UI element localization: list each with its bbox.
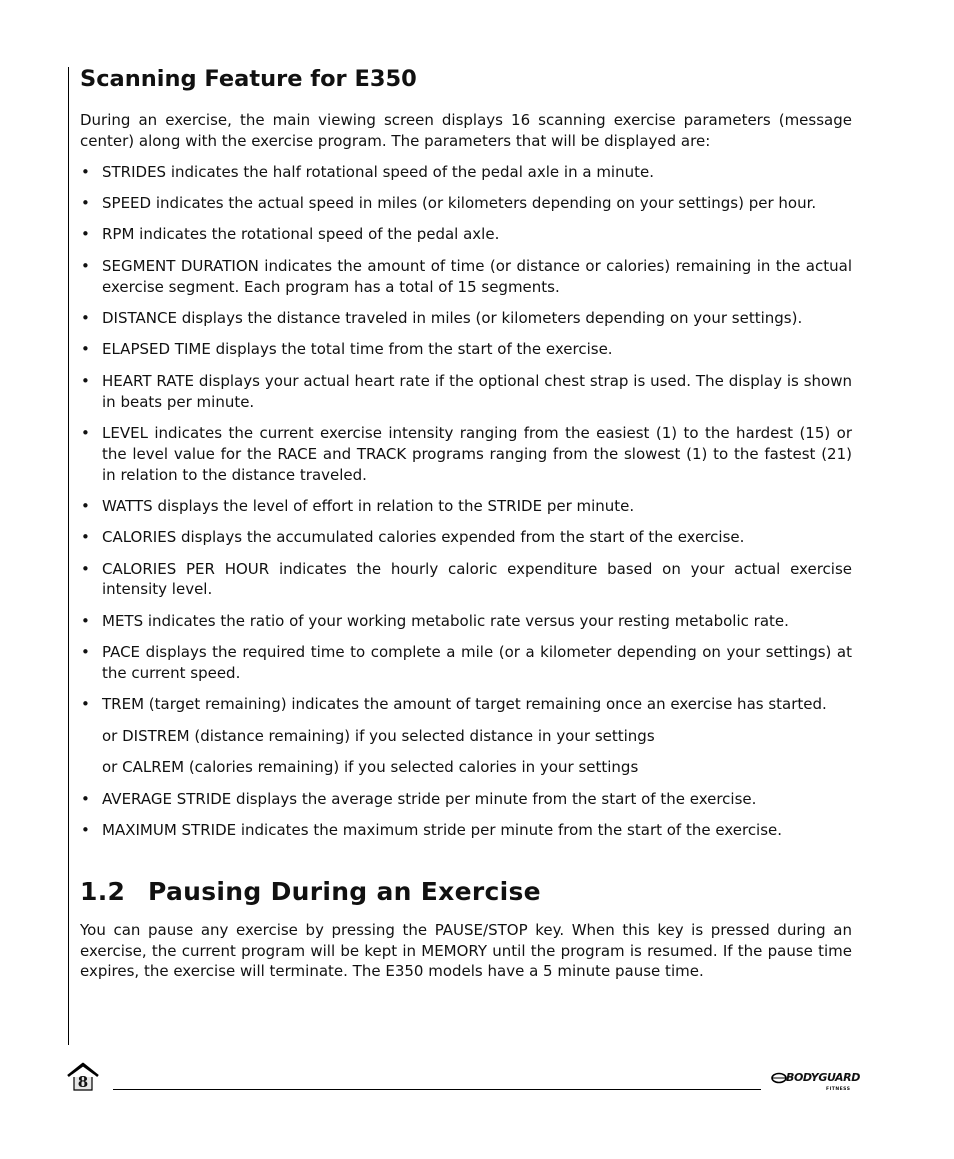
subsection-number: 1.2 (80, 876, 126, 906)
stride-list (80, 789, 852, 841)
brand-name: BODYGUARD (786, 1071, 860, 1084)
bullet-glyph: • (81, 256, 90, 275)
list-item: • DISTANCE displays the distance traveled in miles (or kilometers depending on your settings). (81, 308, 803, 327)
subsection-title: Pausing During an Exercise (148, 876, 541, 906)
bullet-glyph: • (81, 695, 90, 714)
list-item: • LEVEL indicates the current exercise intensity ranging from the easiest (1) to the hardest (15) or the level value for the RACE and TRACK programs ranging from the slowest (1) to the fastest (21) in relation to the distance traveled. (81, 423, 852, 484)
brand-subtitle: FITNESS (826, 1087, 851, 1092)
list-item: • METS indicates the ratio of your working metabolic rate versus your resting metabolic rate. (81, 611, 789, 630)
parameter-list (80, 162, 852, 716)
list-item: • MAXIMUM STRIDE indicates the maximum stride per minute from the start of the exercise. (81, 821, 783, 840)
bullet-glyph: • (81, 559, 90, 578)
bullet-glyph: • (81, 193, 90, 212)
page-number: 8 (77, 1073, 89, 1091)
trem-alternative-distance: or DISTREM (distance remaining) if you selected distance in your settings (102, 726, 655, 745)
page-content (80, 62, 852, 992)
bullet-glyph: • (81, 611, 90, 630)
list-item: • PACE displays the required time to complete a mile (or a kilometer depending on your settings) at the current speed. (81, 643, 852, 683)
bullet-glyph: • (81, 821, 90, 840)
list-item: • AVERAGE STRIDE displays the average stride per minute from the start of the exercise. (81, 789, 757, 808)
trem-alternative-calories: or CALREM (calories remaining) if you selected calories in your settings (102, 758, 639, 777)
bullet-glyph: • (81, 308, 90, 327)
list-item: • WATTS displays the level of effort in relation to the STRIDE per minute. (81, 496, 635, 515)
bullet-glyph: • (81, 423, 90, 442)
list-item: • SEGMENT DURATION indicates the amount of time (or distance or calories) remaining in the actual exercise segment. Each program has a total of 15 segments. (81, 256, 852, 296)
bullet-glyph: • (81, 643, 90, 662)
left-margin-rule (68, 67, 69, 1045)
list-item: • CALORIES displays the accumulated calories expended from the start of the exercise. (81, 528, 745, 547)
list-item: • TREM (target remaining) indicates the amount of target remaining once an exercise has started. (81, 695, 827, 714)
bullet-glyph: • (81, 225, 90, 244)
list-item: • CALORIES PER HOUR indicates the hourly caloric expenditure based on your actual exercise intensity level. (81, 559, 852, 599)
bullet-glyph: • (81, 162, 90, 181)
bullet-glyph: • (81, 528, 90, 547)
list-item: • ELAPSED TIME displays the total time from the start of the exercise. (81, 340, 613, 359)
intro-paragraph: During an exercise, the main viewing screen displays 16 scanning exercise parameters (message center) along with the exercise program. The parameters that will be displayed are: (80, 111, 852, 150)
list-item: • STRIDES indicates the half rotational speed of the pedal axle in a minute. (81, 162, 654, 181)
list-item: • SPEED indicates the actual speed in miles (or kilometers depending on your settings) per hour. (81, 193, 817, 212)
bullet-glyph: • (81, 789, 90, 808)
bullet-glyph: • (81, 371, 90, 390)
bullet-glyph: • (81, 340, 90, 359)
subsection-heading (80, 875, 852, 909)
list-item: • HEART RATE displays your actual heart rate if the optional chest strap is used. The display is shown in beats per minute. (81, 371, 852, 411)
list-item: • RPM indicates the rotational speed of the pedal axle. (81, 225, 500, 244)
section-title: Scanning Feature for E350 (80, 66, 417, 92)
bullet-glyph: • (81, 496, 90, 515)
footer-rule (113, 1089, 761, 1090)
pause-paragraph: You can pause any exercise by pressing the PAUSE/STOP key. When this key is pressed during an exercise, the current program will be kept in MEMORY until the program is resumed. If the pause time expires, the exercise will terminate. The E350 models have a 5 minute pause time. (80, 920, 852, 981)
